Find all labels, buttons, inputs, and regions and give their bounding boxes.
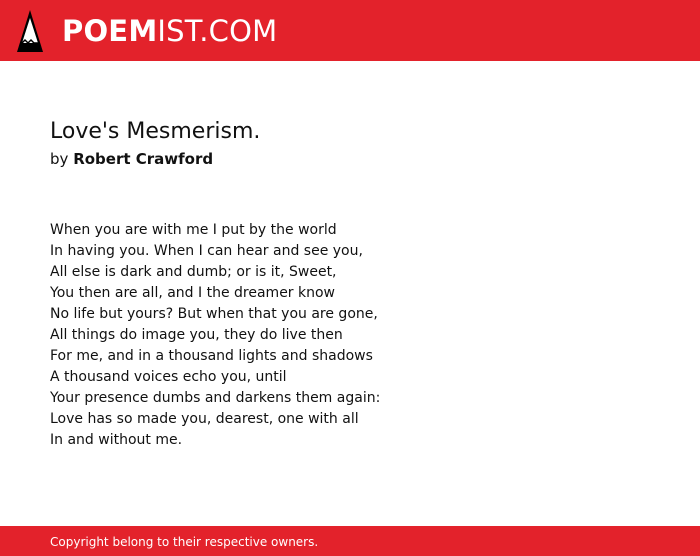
poem-byline xyxy=(50,149,650,169)
author-link[interactable]: Robert Crawford xyxy=(73,150,214,168)
poem-line: All things do image you, they do live then xyxy=(50,327,343,343)
site-logo-text xyxy=(62,13,278,48)
logo-text-bold: POEM xyxy=(62,13,158,48)
poem-line: All else is dark and dumb; or is it, Sweet, xyxy=(50,264,337,280)
poem-title: Love's Mesmerism. xyxy=(50,119,261,144)
logo-text-light: IST.COM xyxy=(157,13,278,48)
poem-line: When you are with me I put by the world xyxy=(50,222,337,238)
poem-line: In and without me. xyxy=(50,432,183,448)
by-label: by xyxy=(50,150,69,168)
poem-line: No life but yours? But when that you are gone, xyxy=(50,306,378,322)
poem-line: A thousand voices echo you, until xyxy=(50,369,287,385)
poem-line: Love has so made you, dearest, one with all xyxy=(50,411,359,427)
poem-line: You then are all, and I the dreamer know xyxy=(50,285,336,301)
site-footer xyxy=(0,526,700,556)
poem-line: Your presence dumbs and darkens them again: xyxy=(50,390,381,406)
site-logo-link[interactable] xyxy=(16,8,277,54)
poem-body xyxy=(50,220,650,451)
site-header xyxy=(0,0,700,61)
poem-content xyxy=(50,117,650,451)
pencil-icon xyxy=(16,9,44,53)
poem-line: In having you. When I can hear and see you, xyxy=(50,243,363,259)
poem-line: For me, and in a thousand lights and shadows xyxy=(50,348,373,364)
copyright-text: Copyright belong to their respective owners. xyxy=(50,535,319,549)
